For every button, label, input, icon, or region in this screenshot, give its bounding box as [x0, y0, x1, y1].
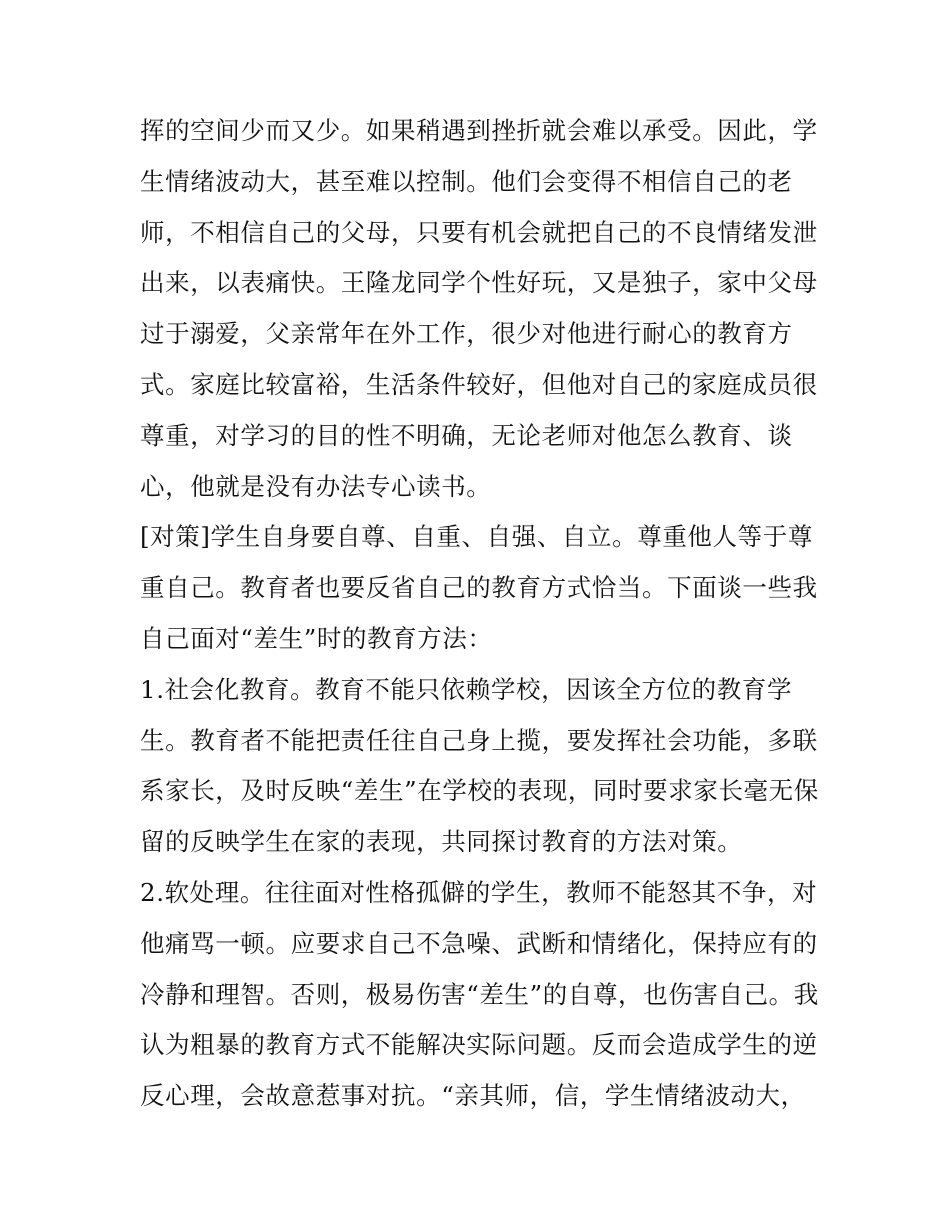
- text-line: 式。家庭比较富裕，生活条件较好，但他对自己的家庭成员很: [140, 369, 818, 399]
- text-line: 2.软处理。往往面对性格孤僻的学生，教师不能怒其不争，对: [140, 877, 818, 907]
- text-line: 过于溺爱，父亲常年在外工作，很少对他进行耐心的教育方: [140, 319, 793, 349]
- text-line: 系家长，及时反映“差生”在学校的表现，同时要求家长毫无保: [140, 776, 819, 806]
- text-line: [对策]学生自身要自尊、自重、自强、自立。尊重他人等于尊: [140, 522, 813, 552]
- text-line: 重自己。教育者也要反省自己的教育方式恰当。下面谈一些我: [140, 573, 818, 603]
- text-line: 冷静和理智。否则，极易伤害“差生”的自尊，也伤害自己。我: [140, 979, 819, 1009]
- text-line: 留的反映学生在家的表现，共同探讨教育的方法对策。: [140, 827, 743, 857]
- text-line: 自己面对“差生”时的教育方法：: [140, 623, 493, 653]
- text-line: 挥的空间少而又少。如果稍遇到挫折就会难以承受。因此，学: [140, 116, 818, 145]
- text-line: 师，不相信自己的父母，只要有机会就把自己的不良情绪发泄: [140, 217, 818, 247]
- body-text: [140, 106, 820, 1122]
- text-line: 尊重，对学习的目的性不明确，无论老师对他怎么教育、谈: [140, 420, 793, 450]
- text-line: 生。教育者不能把责任往自己身上揽，要发挥社会功能，多联: [140, 725, 818, 755]
- text-line: 认为粗暴的教育方式不能解决实际问题。反而会造成学生的逆: [140, 1030, 818, 1060]
- text-line: 1.社会化教育。教育不能只依赖学校，因该全方位的教育学: [140, 674, 793, 704]
- text-line: 他痛骂一顿。应要求自己不急噪、武断和情绪化，保持应有的: [140, 928, 818, 958]
- text-line: 出来，以表痛快。王隆龙同学个性好玩，又是独子，家中父母: [140, 268, 818, 298]
- text-line: 反心理，会故意惹事对抗。“亲其师，信，学生情绪波动大，: [140, 1081, 806, 1111]
- text-line: 生情绪波动大，甚至难以控制。他们会变得不相信自己的老: [140, 166, 793, 196]
- text-line: 心，他就是没有办法专心读书。: [140, 471, 492, 501]
